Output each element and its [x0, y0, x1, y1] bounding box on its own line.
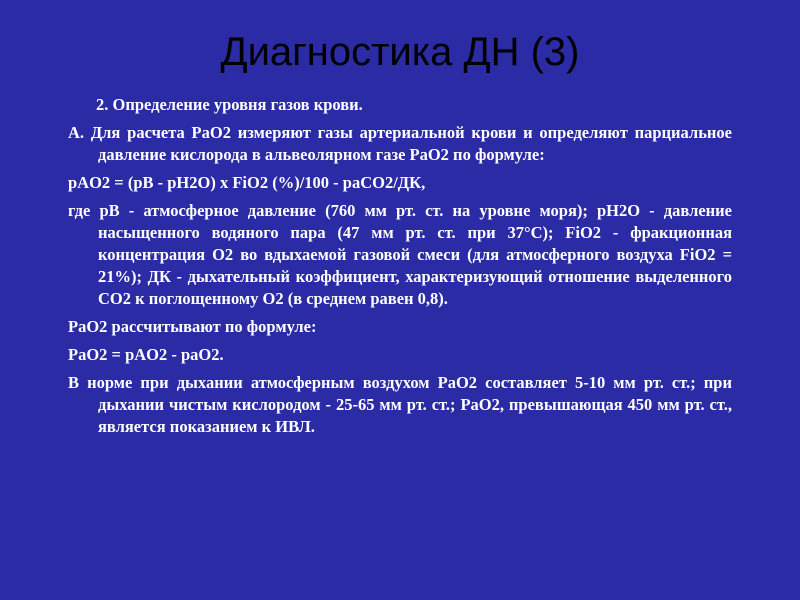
formula-pao2-alveolar: pAO2 = (pB - pH2O) x FiO2 (%)/100 - paCO2/ДК, [68, 173, 426, 192]
paragraph-calc-intro: PaO2 рассчитывают по формуле: [68, 317, 317, 336]
formula-definitions: где pB - атмосферное давление (760 мм рт. ст. на уровне моря); pH2O - давление насыщенного водяного пара (47 мм рт. ст. при 37°С); FiO2 - фракционная концентрация O2 во вдыхаемой газовой смеси (для атмосферного воздуха FiO2 = 21%); ДК - дыхательный коэффициент, характеризующий отношение выделенного CO2 к поглощенному O2 (в среднем равен 0,8). [68, 201, 732, 308]
paragraph-norms: В норме при дыхании атмосферным воздухом PaO2 составляет 5-10 мм рт. ст.; при дыхании чистым кислородом - 25-65 мм рт. ст.; PaO2, превышающая 450 мм рт. ст., является показанием к ИВЛ. [68, 373, 732, 436]
slide-content [68, 94, 732, 444]
slide-title: Диагностика ДН (3) [220, 30, 580, 74]
paragraph-a: А. Для расчета PaO2 измеряют газы артериальной крови и определяют парциальное давление кислорода в альвеолярном газе PaO2 по формуле: [68, 123, 732, 164]
formula-pao2-gradient: PaO2 = pAO2 - paO2. [68, 345, 224, 364]
section-heading: 2. Определение уровня газов крови. [96, 95, 363, 114]
